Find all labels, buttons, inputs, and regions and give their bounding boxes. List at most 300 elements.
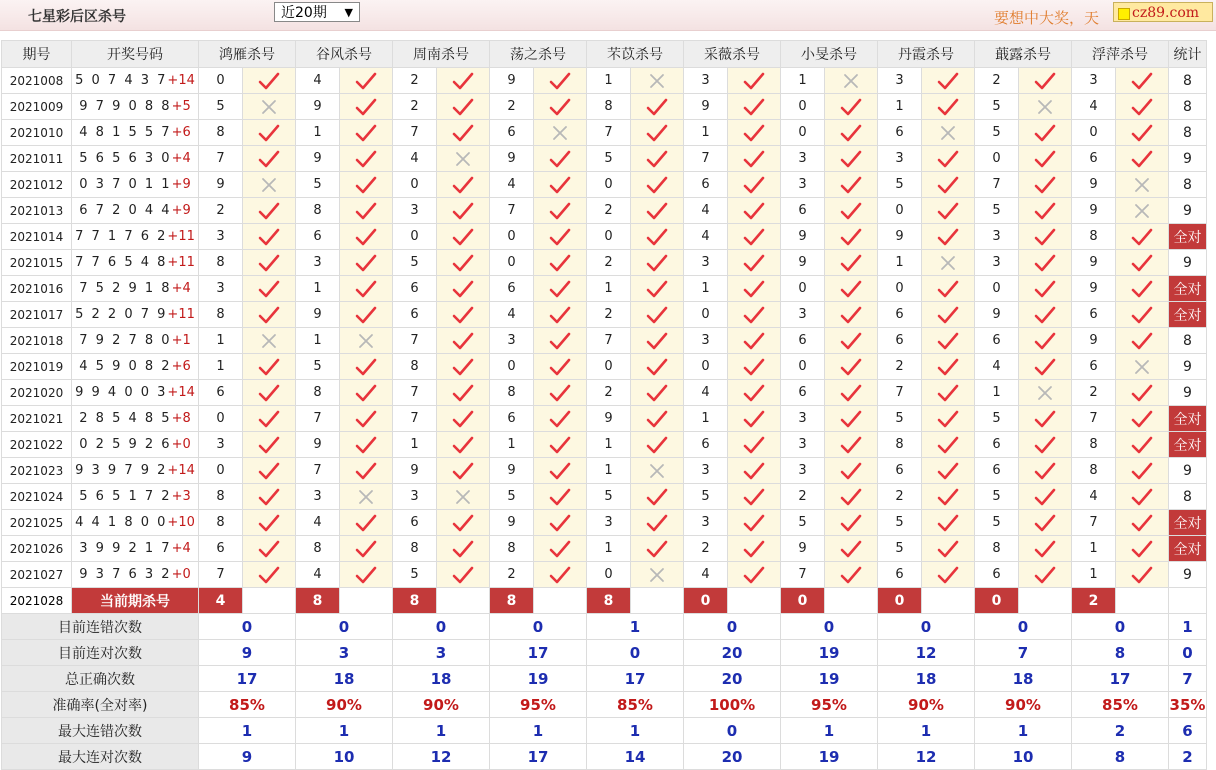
check-icon — [631, 510, 684, 536]
kill-number-cell: 6 — [490, 276, 534, 302]
summary-value: 0 — [878, 614, 975, 640]
summary-value: 17 — [490, 640, 587, 666]
summary-value: 9 — [199, 744, 296, 770]
table-row — [2, 224, 1207, 250]
table-row — [2, 328, 1207, 354]
period-cell: 2021027 — [2, 562, 72, 588]
stat-cell: 9 — [1169, 354, 1207, 380]
summary-row — [2, 640, 1207, 666]
check-icon — [437, 250, 490, 276]
check-icon — [1019, 562, 1072, 588]
current-kill-number: 4 — [199, 588, 243, 614]
kill-number-cell: 3 — [1072, 68, 1116, 94]
summary-label: 最大连对次数 — [2, 744, 199, 770]
kill-number-cell: 2 — [975, 68, 1019, 94]
draw-extra: +9 — [171, 177, 191, 192]
kill-number-cell: 9 — [1072, 198, 1116, 224]
check-icon — [825, 484, 878, 510]
period-cell: 2021024 — [2, 484, 72, 510]
kill-number-cell: 7 — [393, 328, 437, 354]
check-icon — [243, 562, 296, 588]
check-icon — [243, 198, 296, 224]
period-range-select[interactable] — [274, 2, 360, 22]
kill-number-cell: 9 — [393, 458, 437, 484]
kill-number-cell: 1 — [878, 94, 922, 120]
check-icon — [1019, 354, 1072, 380]
slogan-text: 要想中大奖，天 — [994, 9, 1100, 27]
check-icon — [922, 484, 975, 510]
column-header: 小旻杀号 — [781, 41, 878, 68]
check-icon — [437, 510, 490, 536]
cross-icon — [243, 172, 296, 198]
check-icon — [1019, 250, 1072, 276]
table-row — [2, 276, 1207, 302]
check-icon — [437, 562, 490, 588]
kill-number-cell: 2 — [1072, 380, 1116, 406]
check-icon — [534, 380, 587, 406]
kill-number-cell: 6 — [296, 224, 340, 250]
summary-value: 95% — [781, 692, 878, 718]
draw-numbers-cell — [72, 458, 199, 484]
stat-cell: 9 — [1169, 146, 1207, 172]
kill-number-cell: 6 — [975, 432, 1019, 458]
summary-label: 最大连错次数 — [2, 718, 199, 744]
column-header: 丹霞杀号 — [878, 41, 975, 68]
kill-number-cell: 0 — [587, 354, 631, 380]
kill-number-cell: 0 — [393, 172, 437, 198]
empty-cell — [340, 588, 393, 614]
empty-cell — [631, 588, 684, 614]
draw-digits: 5 6 5 6 3 0 — [79, 151, 172, 166]
kill-number-cell: 7 — [296, 458, 340, 484]
summary-value: 12 — [878, 640, 975, 666]
draw-extra: +4 — [171, 151, 191, 166]
summary-value: 0 — [490, 614, 587, 640]
summary-value: 0 — [296, 614, 393, 640]
draw-extra: +8 — [171, 411, 191, 426]
check-icon — [825, 380, 878, 406]
period-cell: 2021022 — [2, 432, 72, 458]
cross-icon — [340, 328, 393, 354]
check-icon — [534, 198, 587, 224]
kill-number-cell: 1 — [684, 406, 728, 432]
check-icon — [340, 562, 393, 588]
kill-number-cell: 7 — [490, 198, 534, 224]
check-icon — [534, 68, 587, 94]
check-icon — [534, 328, 587, 354]
table-row — [2, 120, 1207, 146]
check-icon — [340, 458, 393, 484]
draw-extra: +11 — [167, 229, 195, 244]
summary-value: 0 — [975, 614, 1072, 640]
check-icon — [437, 380, 490, 406]
kill-number-cell: 6 — [1072, 302, 1116, 328]
period-cell: 2021008 — [2, 68, 72, 94]
check-icon — [437, 354, 490, 380]
check-icon — [243, 302, 296, 328]
check-icon — [631, 484, 684, 510]
check-icon — [534, 276, 587, 302]
kill-number-cell: 8 — [296, 536, 340, 562]
kill-number-cell: 5 — [975, 198, 1019, 224]
stat-cell: 全对 — [1169, 510, 1207, 536]
check-icon — [1019, 510, 1072, 536]
summary-value: 0 — [1072, 614, 1169, 640]
kill-number-cell: 9 — [296, 94, 340, 120]
draw-numbers-cell — [72, 432, 199, 458]
kill-number-cell: 5 — [878, 510, 922, 536]
kill-number-cell: 7 — [684, 146, 728, 172]
page-title: 七星彩后区杀号 — [28, 9, 126, 25]
summary-value: 19 — [781, 640, 878, 666]
check-icon — [1116, 406, 1169, 432]
kill-number-cell: 3 — [199, 276, 243, 302]
kill-number-cell: 7 — [781, 562, 825, 588]
cross-icon — [437, 484, 490, 510]
column-header: 统计 — [1169, 41, 1207, 68]
check-icon — [728, 328, 781, 354]
empty-cell — [437, 588, 490, 614]
stat-cell: 9 — [1169, 198, 1207, 224]
table-row — [2, 536, 1207, 562]
kill-number-cell: 0 — [684, 354, 728, 380]
draw-extra: +14 — [167, 385, 195, 400]
period-cell: 2021017 — [2, 302, 72, 328]
check-icon — [534, 432, 587, 458]
period-cell: 2021014 — [2, 224, 72, 250]
kill-number-cell: 5 — [393, 562, 437, 588]
draw-digits: 9 3 9 7 9 2 — [75, 463, 168, 478]
kill-number-cell: 9 — [490, 68, 534, 94]
kill-number-cell: 9 — [490, 146, 534, 172]
check-icon — [340, 432, 393, 458]
current-kill-number: 8 — [296, 588, 340, 614]
draw-extra: +5 — [171, 99, 191, 114]
kill-number-cell: 4 — [296, 68, 340, 94]
kill-number-cell: 2 — [878, 354, 922, 380]
table-row — [2, 484, 1207, 510]
kill-number-cell: 5 — [587, 484, 631, 510]
check-icon — [631, 380, 684, 406]
summary-value: 20 — [684, 666, 781, 692]
draw-digits: 7 7 6 5 4 8 — [75, 255, 168, 270]
kill-number-cell: 3 — [684, 68, 728, 94]
kill-number-cell: 8 — [199, 120, 243, 146]
kill-number-cell: 0 — [199, 68, 243, 94]
kill-number-cell: 3 — [781, 458, 825, 484]
check-icon — [922, 406, 975, 432]
check-icon — [825, 224, 878, 250]
summary-value: 7 — [975, 640, 1072, 666]
stat-cell: 全对 — [1169, 432, 1207, 458]
kill-number-cell: 1 — [684, 276, 728, 302]
table-row — [2, 302, 1207, 328]
check-icon — [631, 172, 684, 198]
summary-value: 17 — [1072, 666, 1169, 692]
kill-number-cell: 3 — [199, 432, 243, 458]
kill-number-cell: 7 — [393, 380, 437, 406]
summary-value: 0 — [393, 614, 490, 640]
check-icon — [728, 94, 781, 120]
cross-icon — [1019, 380, 1072, 406]
kill-number-cell: 9 — [296, 146, 340, 172]
kill-number-cell: 3 — [975, 250, 1019, 276]
kill-number-cell: 0 — [199, 406, 243, 432]
table-header — [2, 41, 1207, 68]
summary-value: 1 — [490, 718, 587, 744]
kill-number-cell: 5 — [490, 484, 534, 510]
draw-digits: 4 4 1 8 0 0 — [75, 515, 168, 530]
chevron-down-icon: ▼ — [344, 6, 353, 19]
check-icon — [825, 250, 878, 276]
kill-number-cell: 6 — [684, 172, 728, 198]
check-icon — [825, 406, 878, 432]
empty-cell — [922, 588, 975, 614]
draw-extra: +10 — [167, 515, 195, 530]
kill-number-cell: 8 — [878, 432, 922, 458]
check-icon — [631, 432, 684, 458]
draw-numbers-cell — [72, 536, 199, 562]
check-icon — [437, 302, 490, 328]
check-icon — [340, 120, 393, 146]
check-icon — [922, 458, 975, 484]
check-icon — [728, 172, 781, 198]
check-icon — [340, 250, 393, 276]
kill-number-cell: 6 — [878, 328, 922, 354]
draw-extra: +0 — [171, 437, 191, 452]
table-row — [2, 510, 1207, 536]
kill-number-cell: 4 — [684, 562, 728, 588]
column-header: 谷风杀号 — [296, 41, 393, 68]
period-cell: 2021010 — [2, 120, 72, 146]
cross-icon — [340, 484, 393, 510]
cross-icon — [922, 250, 975, 276]
stat-cell: 9 — [1169, 458, 1207, 484]
stat-cell: 全对 — [1169, 276, 1207, 302]
kill-number-cell: 1 — [587, 432, 631, 458]
draw-extra: +11 — [167, 307, 195, 322]
draw-extra: +1 — [171, 333, 191, 348]
kill-number-cell: 5 — [975, 510, 1019, 536]
check-icon — [922, 276, 975, 302]
kill-number-cell: 0 — [878, 276, 922, 302]
summary-value: 19 — [490, 666, 587, 692]
kill-number-cell: 0 — [781, 354, 825, 380]
draw-numbers-cell — [72, 120, 199, 146]
period-cell: 2021025 — [2, 510, 72, 536]
draw-extra: +3 — [171, 489, 191, 504]
kill-number-cell: 7 — [1072, 406, 1116, 432]
draw-extra: +6 — [171, 125, 191, 140]
check-icon — [243, 380, 296, 406]
kill-number-cell: 4 — [490, 302, 534, 328]
check-icon — [437, 224, 490, 250]
kill-number-cell: 7 — [1072, 510, 1116, 536]
kill-number-cell: 5 — [296, 172, 340, 198]
draw-digits: 2 8 5 4 8 5 — [79, 411, 172, 426]
kill-number-cell: 6 — [199, 380, 243, 406]
summary-value: 17 — [587, 666, 684, 692]
kill-number-cell: 1 — [781, 68, 825, 94]
kill-number-cell: 9 — [781, 224, 825, 250]
check-icon — [340, 198, 393, 224]
kill-number-cell: 8 — [490, 536, 534, 562]
stat-cell: 全对 — [1169, 224, 1207, 250]
kill-number-cell: 6 — [1072, 146, 1116, 172]
current-kill-label: 当前期杀号 — [72, 588, 199, 614]
check-icon — [243, 510, 296, 536]
kill-number-cell: 9 — [781, 250, 825, 276]
kill-number-cell: 0 — [1072, 120, 1116, 146]
kill-number-cell: 2 — [587, 250, 631, 276]
kill-number-cell: 4 — [975, 354, 1019, 380]
kill-number-cell: 4 — [684, 224, 728, 250]
kill-number-cell: 3 — [878, 146, 922, 172]
kill-number-cell: 3 — [684, 328, 728, 354]
check-icon — [728, 198, 781, 224]
check-icon — [1116, 276, 1169, 302]
kill-number-cell: 9 — [684, 94, 728, 120]
kill-number-cell: 0 — [199, 458, 243, 484]
kill-number-cell: 3 — [781, 172, 825, 198]
kill-number-cell: 2 — [781, 484, 825, 510]
kill-number-cell: 1 — [296, 120, 340, 146]
check-icon — [825, 562, 878, 588]
summary-value: 18 — [975, 666, 1072, 692]
kill-number-cell: 6 — [781, 198, 825, 224]
summary-value: 0 — [587, 640, 684, 666]
summary-value: 1 — [296, 718, 393, 744]
logo-text: cz89.com — [1132, 5, 1200, 21]
draw-digits: 9 7 9 0 8 8 — [79, 99, 172, 114]
site-logo[interactable] — [1113, 2, 1213, 22]
check-icon — [437, 172, 490, 198]
check-icon — [825, 432, 878, 458]
check-icon — [825, 458, 878, 484]
kill-number-cell: 2 — [393, 94, 437, 120]
kill-number-cell: 0 — [878, 198, 922, 224]
kill-number-cell: 0 — [684, 302, 728, 328]
summary-value: 18 — [393, 666, 490, 692]
draw-numbers-cell — [72, 224, 199, 250]
kill-number-cell: 9 — [490, 458, 534, 484]
check-icon — [728, 120, 781, 146]
kill-number-cell: 3 — [490, 328, 534, 354]
summary-value: 9 — [199, 640, 296, 666]
draw-numbers-cell — [72, 328, 199, 354]
stat-cell: 9 — [1169, 250, 1207, 276]
period-cell: 2021028 — [2, 588, 72, 614]
stat-cell: 8 — [1169, 484, 1207, 510]
current-kill-number: 8 — [490, 588, 534, 614]
summary-value: 100% — [684, 692, 781, 718]
check-icon — [1116, 328, 1169, 354]
check-icon — [825, 172, 878, 198]
kill-number-cell: 3 — [296, 250, 340, 276]
summary-value: 0 — [684, 718, 781, 744]
stat-cell: 8 — [1169, 68, 1207, 94]
kill-number-cell: 8 — [199, 302, 243, 328]
stat-cell: 9 — [1169, 380, 1207, 406]
kill-number-cell: 6 — [393, 276, 437, 302]
kill-number-cell: 8 — [199, 484, 243, 510]
check-icon — [728, 484, 781, 510]
draw-digits: 7 9 2 7 8 0 — [79, 333, 172, 348]
draw-digits: 9 9 4 0 0 3 — [75, 385, 168, 400]
column-header: 芣苡杀号 — [587, 41, 684, 68]
summary-row — [2, 692, 1207, 718]
kill-number-cell: 1 — [587, 276, 631, 302]
kill-number-cell: 0 — [490, 354, 534, 380]
check-icon — [437, 328, 490, 354]
kill-number-cell: 8 — [975, 536, 1019, 562]
check-icon — [1116, 536, 1169, 562]
kill-number-cell: 3 — [393, 484, 437, 510]
kill-number-cell: 5 — [684, 484, 728, 510]
summary-value: 8 — [1072, 640, 1169, 666]
kill-number-cell: 8 — [296, 198, 340, 224]
kill-number-cell: 3 — [684, 510, 728, 536]
period-cell: 2021021 — [2, 406, 72, 432]
summary-value: 1 — [975, 718, 1072, 744]
kill-number-cell: 9 — [1072, 250, 1116, 276]
kill-number-cell: 0 — [587, 224, 631, 250]
cross-icon — [1116, 354, 1169, 380]
summary-stat: 35% — [1169, 692, 1207, 718]
summary-label: 目前连错次数 — [2, 614, 199, 640]
table-row — [2, 406, 1207, 432]
kill-number-cell: 2 — [490, 94, 534, 120]
check-icon — [825, 328, 878, 354]
kill-number-cell: 6 — [684, 432, 728, 458]
kill-number-cell: 4 — [393, 146, 437, 172]
check-icon — [922, 328, 975, 354]
draw-extra: +4 — [171, 541, 191, 556]
kill-number-cell: 9 — [296, 432, 340, 458]
summary-stat: 1 — [1169, 614, 1207, 640]
draw-digits: 3 9 9 2 1 7 — [79, 541, 172, 556]
summary-value: 20 — [684, 640, 781, 666]
summary-value: 0 — [781, 614, 878, 640]
kill-number-cell: 3 — [781, 302, 825, 328]
check-icon — [922, 68, 975, 94]
empty-cell — [243, 588, 296, 614]
current-kill-number: 0 — [781, 588, 825, 614]
check-icon — [437, 432, 490, 458]
check-icon — [631, 276, 684, 302]
column-header: 周南杀号 — [393, 41, 490, 68]
check-icon — [922, 146, 975, 172]
kill-number-cell: 8 — [1072, 458, 1116, 484]
check-icon — [437, 458, 490, 484]
kill-number-cell: 7 — [199, 562, 243, 588]
kill-number-cell: 3 — [781, 146, 825, 172]
check-icon — [1019, 432, 1072, 458]
check-icon — [825, 146, 878, 172]
check-icon — [1019, 146, 1072, 172]
check-icon — [437, 120, 490, 146]
current-kill-number: 8 — [587, 588, 631, 614]
check-icon — [340, 276, 393, 302]
period-cell: 2021016 — [2, 276, 72, 302]
check-icon — [534, 510, 587, 536]
kill-number-cell: 2 — [393, 68, 437, 94]
check-icon — [243, 406, 296, 432]
summary-stat: 2 — [1169, 744, 1207, 770]
kill-number-cell: 6 — [781, 328, 825, 354]
period-cell: 2021011 — [2, 146, 72, 172]
check-icon — [1019, 276, 1072, 302]
